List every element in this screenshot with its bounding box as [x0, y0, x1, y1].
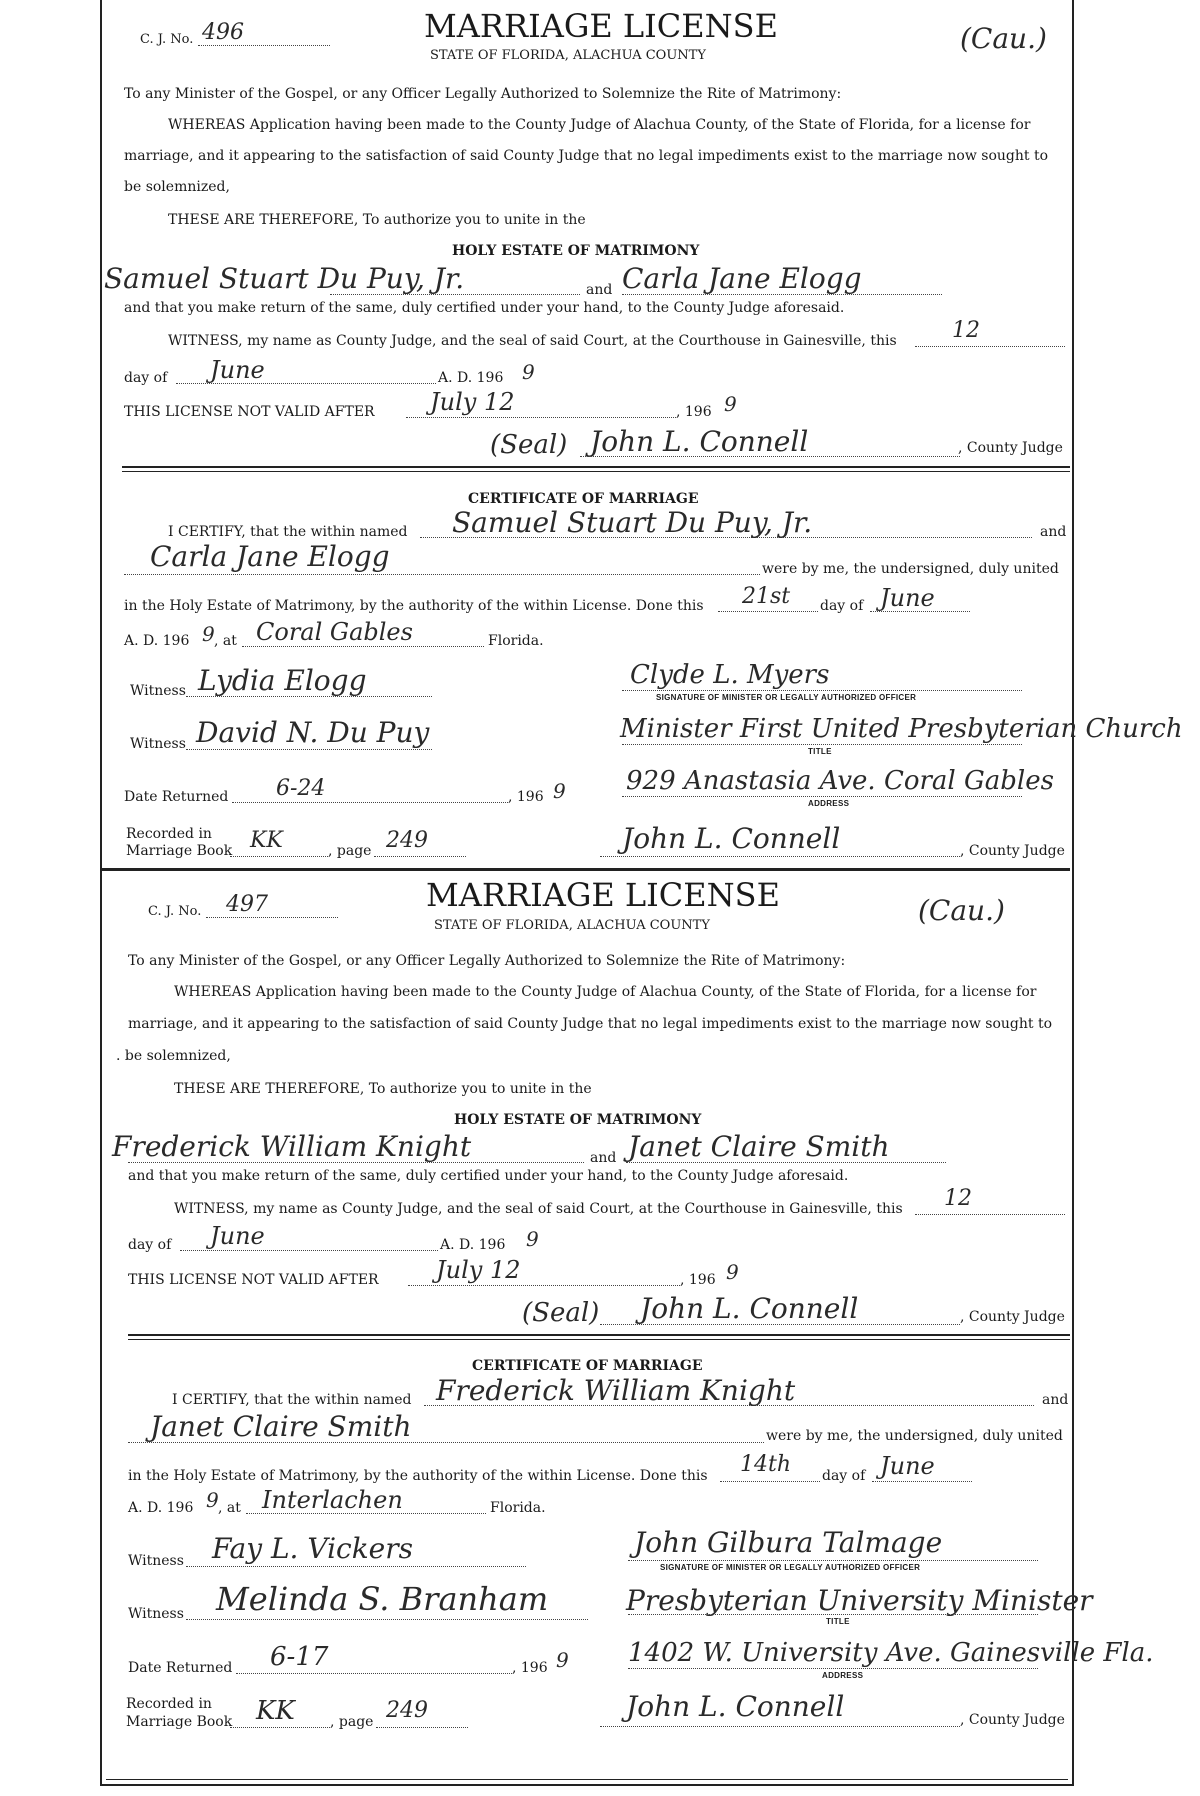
officer-signature: Clyde L. Myers: [630, 660, 830, 690]
certificate-title: CERTIFICATE OF MARRIAGE: [472, 1358, 703, 1374]
corner-note: (Cau.): [918, 894, 1005, 927]
bride-name: Carla Jane Elogg: [622, 262, 862, 295]
cert-groom: Samuel Stuart Du Puy, Jr.: [452, 506, 813, 539]
title-caption: TITLE: [808, 747, 832, 756]
certify-label: I CERTIFY, that the within named: [168, 524, 408, 540]
address-line: To any Minister of the Gospel, or any Officer Legally Authorized to Solemnize the Rite of Matrimony:: [128, 953, 846, 969]
officer-title: Minister First United Presbyterian Church: [620, 714, 1183, 744]
cj-label: C. J. No.: [140, 32, 194, 47]
date-returned-label: Date Returned: [124, 789, 229, 805]
state-county: STATE OF FLORIDA, ALACHUA COUNTY: [434, 918, 710, 933]
county-judge-label-2: , County Judge: [960, 843, 1065, 859]
valid-year: 9: [726, 1260, 739, 1284]
whereas-line-3: be solemnized,: [124, 179, 230, 195]
holy-estate-heading: HOLY ESTATE OF MATRIMONY: [452, 243, 700, 259]
cj-number: 496: [202, 20, 244, 45]
cert-bride: Janet Claire Smith: [150, 1410, 412, 1443]
book-value: KK: [256, 1696, 295, 1726]
holy-estate-line: in the Holy Estate of Matrimony, by the authority of the within License. Done this: [128, 1468, 708, 1484]
done-month: June: [880, 584, 935, 612]
issue-day: 12: [944, 1186, 972, 1211]
certify-label: I CERTIFY, that the within named: [172, 1392, 412, 1408]
valid-year-label: , 196: [680, 1272, 716, 1288]
page-label: , page: [328, 843, 372, 859]
witness-1-label: Witness: [130, 683, 186, 699]
united-label: were by me, the undersigned, duly united: [762, 561, 1059, 577]
ad-label: A. D. 196: [438, 370, 504, 386]
whereas-line-1: WHEREAS Application having been made to the County Judge of Alachua County, of the State of Florida, for a license for: [174, 984, 1037, 1000]
address-caption: ADDRESS: [808, 799, 850, 808]
florida-label: Florida.: [490, 1500, 546, 1516]
date-returned: 6-17: [270, 1642, 329, 1672]
address-line: To any Minister of the Gospel, or any Officer Legally Authorized to Solemnize the Rite of Matrimony:: [124, 86, 842, 102]
cert-groom: Frederick William Knight: [436, 1374, 796, 1407]
recorded-in-label: Recorded in: [126, 1696, 212, 1712]
done-day-of-label: day of: [820, 598, 864, 614]
not-valid-label: THIS LICENSE NOT VALID AFTER: [128, 1272, 379, 1288]
done-day: 21st: [742, 584, 791, 609]
united-label: were by me, the undersigned, duly united: [766, 1428, 1063, 1444]
seal-mark: (Seal): [522, 1298, 600, 1328]
cert-and-label: and: [1042, 1392, 1069, 1408]
witness-1-label: Witness: [128, 1553, 184, 1569]
day-of-label: day of: [128, 1237, 172, 1253]
ceremony-place: Interlachen: [262, 1486, 403, 1514]
valid-until: July 12: [430, 388, 515, 416]
witness-line: WITNESS, my name as County Judge, and the seal of said Court, at the Courthouse in Gainesville, this: [174, 1201, 903, 1217]
whereas-line-2: marriage, and it appearing to the satisfaction of said County Judge that no legal impediments exist to the marriage now sought to: [128, 1016, 1052, 1032]
cj-label: C. J. No.: [148, 904, 202, 919]
officer-title: Presbyterian University Minister: [626, 1584, 1093, 1617]
whereas-line-1: WHEREAS Application having been made to the County Judge of Alachua County, of the State of Florida, for a license for: [168, 117, 1031, 133]
book-value: KK: [250, 828, 283, 853]
page-label: , page: [330, 1714, 374, 1730]
at-label: , at: [214, 633, 237, 649]
seal-mark: (Seal): [490, 430, 568, 460]
returned-year-label: , 196: [508, 789, 544, 805]
county-judge-label-2: , County Judge: [960, 1712, 1065, 1728]
officer-address: 1402 W. University Ave. Gainesville Fla.: [628, 1638, 1154, 1668]
recorder-signature: John L. Connell: [626, 1690, 845, 1723]
groom-name: Samuel Stuart Du Puy, Jr.: [104, 262, 465, 295]
therefore-line: THESE ARE THEREFORE, To authorize you to unite in the: [174, 1081, 592, 1097]
issue-year: 9: [526, 1227, 539, 1251]
witness-2-label: Witness: [128, 1606, 184, 1622]
county-judge-label: , County Judge: [958, 440, 1063, 456]
valid-year-label: , 196: [676, 404, 712, 420]
recorder-signature: John L. Connell: [622, 822, 841, 855]
done-year: 9: [206, 1488, 219, 1512]
at-label: , at: [218, 1500, 241, 1516]
corner-note: (Cau.): [960, 22, 1047, 55]
day-of-label: day of: [124, 370, 168, 386]
florida-label: Florida.: [488, 633, 544, 649]
section-divider: [102, 868, 1070, 871]
holy-estate-heading: HOLY ESTATE OF MATRIMONY: [454, 1112, 702, 1128]
done-year: 9: [202, 622, 215, 646]
done-day: 14th: [740, 1452, 792, 1477]
page-value: 249: [386, 1698, 428, 1723]
holy-estate-line: in the Holy Estate of Matrimony, by the authority of the within License. Done this: [124, 598, 704, 614]
issue-year: 9: [522, 360, 535, 384]
witness-2-label: Witness: [130, 736, 186, 752]
date-returned: 6-24: [276, 776, 326, 801]
state-county: STATE OF FLORIDA, ALACHUA COUNTY: [430, 48, 706, 63]
judge-signature: John L. Connell: [640, 1292, 859, 1325]
certificate-title: CERTIFICATE OF MARRIAGE: [468, 491, 699, 507]
returned-year: 9: [556, 1648, 569, 1672]
valid-until: July 12: [436, 1256, 521, 1284]
cert-bride: Carla Jane Elogg: [150, 540, 390, 573]
marriage-book-label: Marriage Book: [126, 1714, 233, 1730]
license-title: MARRIAGE LICENSE: [424, 7, 778, 45]
cert-and-label: and: [1040, 524, 1067, 540]
ad-label: A. D. 196: [440, 1237, 506, 1253]
address-caption: ADDRESS: [822, 1671, 864, 1680]
and-label: and: [586, 282, 613, 298]
witness-1-signature: Lydia Elogg: [198, 664, 367, 697]
return-line: and that you make return of the same, duly certified under your hand, to the County Judge aforesaid.: [128, 1168, 849, 1184]
done-day-of-label: day of: [822, 1468, 866, 1484]
whereas-line-3: . be solemnized,: [116, 1048, 231, 1064]
and-label: and: [590, 1150, 617, 1166]
signature-caption: SIGNATURE OF MINISTER OR LEGALLY AUTHORIZED OFFICER: [656, 693, 917, 702]
whereas-line-2: marriage, and it appearing to the satisfaction of said County Judge that no legal impediments exist to the marriage now sought to: [124, 148, 1048, 164]
officer-signature: John Gilbura Talmage: [634, 1526, 943, 1559]
not-valid-label: THIS LICENSE NOT VALID AFTER: [124, 404, 375, 420]
date-returned-label: Date Returned: [128, 1660, 233, 1676]
ceremony-place: Coral Gables: [256, 618, 413, 646]
marriage-book-label: Marriage Book: [126, 843, 233, 859]
title-caption: TITLE: [826, 1617, 850, 1626]
issue-month: June: [210, 1222, 265, 1250]
cj-number: 497: [226, 892, 268, 917]
issue-day: 12: [952, 318, 980, 343]
return-line: and that you make return of the same, duly certified under your hand, to the County Judge aforesaid.: [124, 300, 845, 316]
witness-line: WITNESS, my name as County Judge, and the seal of said Court, at the Courthouse in Gainesville, this: [168, 333, 897, 349]
officer-address: 929 Anastasia Ave. Coral Gables: [626, 766, 1054, 796]
witness-2-signature: Melinda S. Branham: [216, 1580, 549, 1618]
witness-1-signature: Fay L. Vickers: [212, 1532, 413, 1565]
signature-caption: SIGNATURE OF MINISTER OR LEGALLY AUTHORIZED OFFICER: [660, 1563, 921, 1572]
issue-month: June: [210, 356, 265, 384]
ad2-label: A. D. 196: [124, 633, 190, 649]
county-judge-label: , County Judge: [960, 1309, 1065, 1325]
bride-name: Janet Claire Smith: [628, 1130, 890, 1163]
returned-year-label: , 196: [512, 1660, 548, 1676]
judge-signature: John L. Connell: [590, 425, 809, 458]
ad2-label: A. D. 196: [128, 1500, 194, 1516]
done-month: June: [880, 1452, 935, 1480]
returned-year: 9: [553, 779, 566, 803]
therefore-line: THESE ARE THEREFORE, To authorize you to unite in the: [168, 212, 586, 228]
page-value: 249: [386, 828, 428, 853]
recorded-in-label: Recorded in: [126, 826, 212, 842]
witness-2-signature: David N. Du Puy: [196, 716, 430, 749]
license-title: MARRIAGE LICENSE: [426, 876, 780, 914]
valid-year: 9: [724, 392, 737, 416]
groom-name: Frederick William Knight: [112, 1130, 472, 1163]
